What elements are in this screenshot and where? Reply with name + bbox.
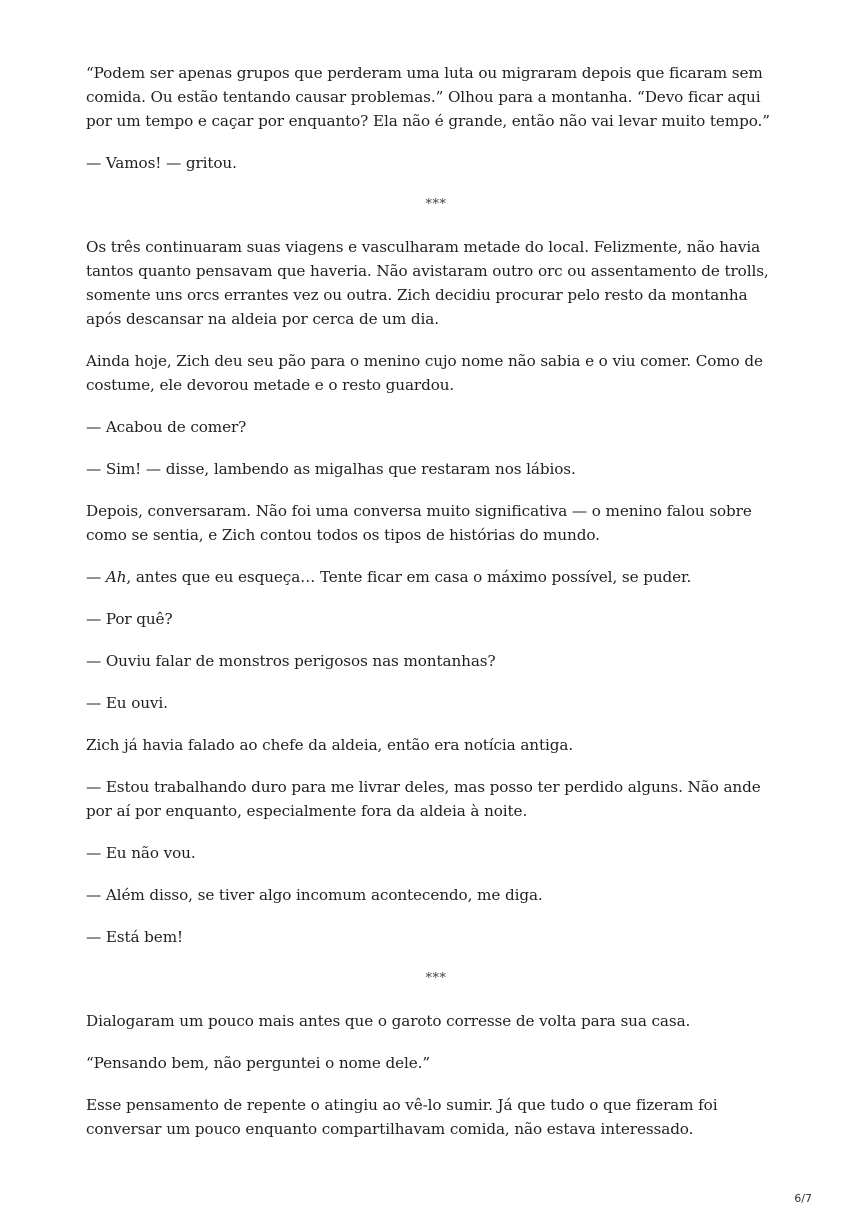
paragraph: Depois, conversaram. Não foi uma conversa muito significativa — o menino falou sobre como se sentia, e Zich contou todos os tipos de histórias do mundo. <box>86 502 752 544</box>
paragraph: — Eu ouvi. <box>86 694 168 712</box>
paragraph: Zich já havia falado ao chefe da aldeia, então era notícia antiga. <box>86 736 574 754</box>
paragraph: — Acabou de comer? <box>86 418 247 436</box>
paragraph: — Está bem! <box>86 928 183 946</box>
section-separator: *** <box>425 197 447 212</box>
paragraph <box>86 565 786 589</box>
paragraph: — Além disso, se tiver algo incomum acontecendo, me diga. <box>86 886 543 904</box>
paragraph: — Estou trabalhando duro para me livrar deles, mas posso ter perdido alguns. Não ande por aí por enquanto, especialmente fora da aldeia à noite. <box>86 778 761 820</box>
italic-interjection: Ah <box>105 568 127 586</box>
paragraph: — Sim! — disse, lambendo as migalhas que restaram nos lábios. <box>86 460 576 478</box>
paragraph: “Pensando bem, não perguntei o nome dele.” <box>86 1054 431 1072</box>
paragraph: “Podem ser apenas grupos que perderam uma luta ou migraram depois que ficaram sem comida. Ou estão tentando causar problemas.” Olhou para a montanha. “Devo ficar aqui por um tempo e caçar por enquanto? Ela não é grande, então não vai levar muito tempo.” <box>86 64 770 130</box>
dialogue-dash: — <box>86 568 106 586</box>
paragraph: Ainda hoje, Zich deu seu pão para o menino cujo nome não sabia e o viu comer. Como de costume, ele devorou metade e o resto guardou. <box>86 352 763 394</box>
paragraph: — Eu não vou. <box>86 844 196 862</box>
paragraph: Os três continuaram suas viagens e vasculharam metade do local. Felizmente, não havia tantos quanto pensavam que haveria. Não avistaram outro orc ou assentamento de trolls, somente uns orcs errantes vez ou outra. Zich decidiu procurar pelo resto da montanha após descansar na aldeia por cerca de um dia. <box>86 238 769 328</box>
paragraph: Esse pensamento de repente o atingiu ao vê-lo sumir. Já que tudo o que fizeram foi conversar um pouco enquanto compartilhavam comida, não estava interessado. <box>86 1096 718 1138</box>
paragraph: Dialogaram um pouco mais antes que o garoto corresse de volta para sua casa. <box>86 1012 691 1030</box>
paragraph-rest: , antes que eu esqueça… Tente ficar em casa o máximo possível, se puder. <box>126 568 692 586</box>
paragraph: — Vamos! — gritou. <box>86 154 237 172</box>
section-separator: *** <box>425 971 447 986</box>
document-body <box>86 61 786 1159</box>
page-number: 6/7 <box>794 1192 812 1205</box>
paragraph: — Por quê? <box>86 610 173 628</box>
paragraph: — Ouviu falar de monstros perigosos nas montanhas? <box>86 652 496 670</box>
